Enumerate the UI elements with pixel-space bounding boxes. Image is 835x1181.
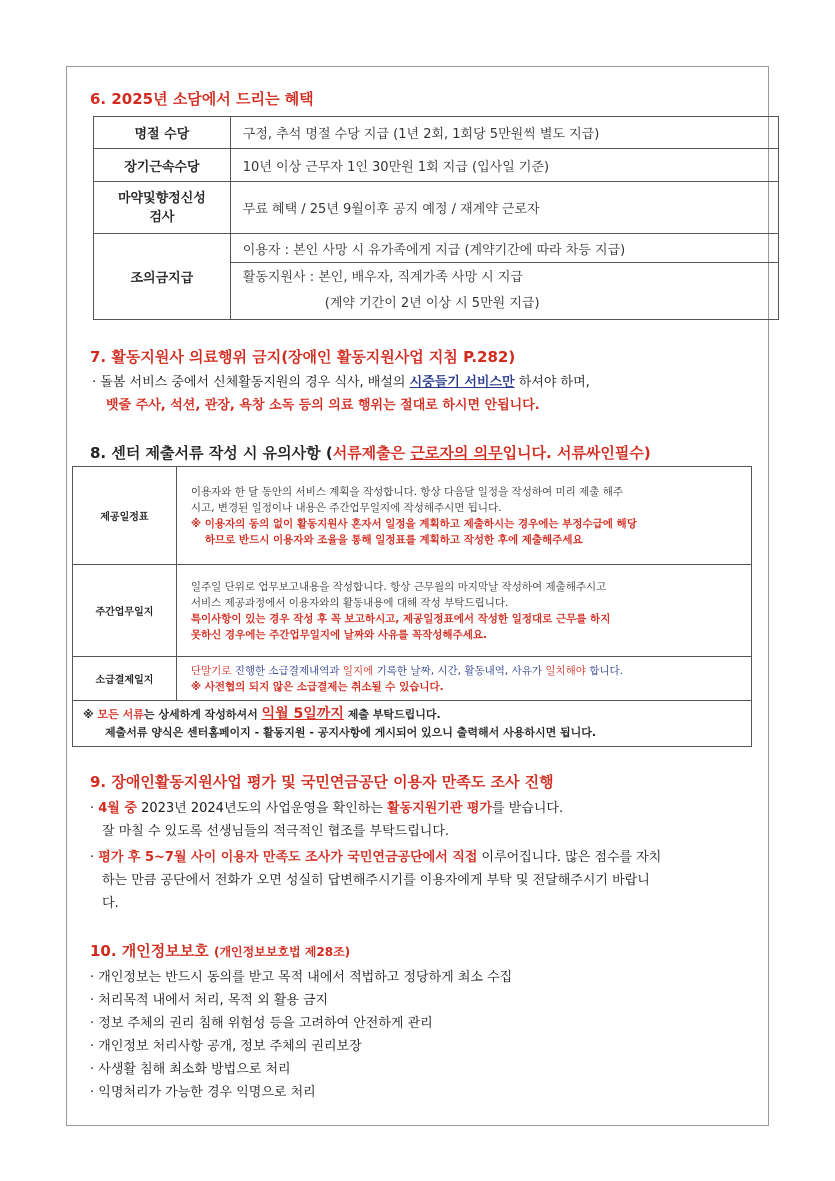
- s7-line-1: [92, 371, 590, 394]
- text-run: 진행한 소급결제내역과: [231, 664, 343, 677]
- section-6-title: 6. 2025년 소담에서 드리는 혜택: [90, 90, 314, 108]
- list-item: · 개인정보는 반드시 동의를 받고 목적 내에서 적법하고 정당하게 최소 수집: [90, 970, 513, 985]
- row-value: 무료 혜택 / 25년 9월이후 공지 예정 / 재계약 근로자: [230, 182, 778, 234]
- s7-line-2: 뱃줄 주사, 석션, 관장, 욕창 소독 등의 의료 행위는 절대로 하시면 안됩니다.: [106, 398, 540, 413]
- table-row: [94, 149, 779, 182]
- row-label-line: 마약및향정신성: [117, 190, 206, 206]
- section-9-title: 9. 장애인활동지원사업 평가 및 국민연금공단 이용자 만족도 조사 진행: [90, 773, 554, 791]
- row-value: [176, 657, 751, 701]
- privacy-list: [90, 966, 512, 1104]
- row-value: 구정, 추석 명절 수당 지급 (1년 2회, 1회당 5만원씩 별도 지급): [230, 117, 778, 149]
- list-item: · 개인정보 처리사항 공개, 정보 주체의 권리보장: [90, 1039, 362, 1054]
- text-run: ·: [90, 801, 99, 816]
- text-run: 단말기로: [190, 664, 232, 677]
- title-run: 서류제출은: [332, 444, 411, 462]
- s9-bullet-2: [90, 846, 661, 869]
- value-line: 일주일 단위로 업무보고내용을 작성합니다. 항상 근무월의 마지막날 작성하여 제출해주시고: [190, 580, 607, 593]
- note-line: [83, 705, 741, 724]
- text-run: 일치해야: [545, 664, 586, 677]
- s9-bullet-1: [90, 797, 563, 820]
- row-label: [94, 182, 231, 234]
- table-row: [94, 182, 779, 234]
- value-line: ※ 사전협의 되지 않은 소급결제는 취소될 수 있습니다.: [190, 680, 444, 693]
- text-run: 는 상세하게 작성하셔서: [143, 708, 262, 721]
- title-run: 8. 센터 제출서류 작성 시 유의사항 (: [90, 444, 333, 462]
- table-row: [94, 234, 779, 263]
- list-item: · 정보 주체의 권리 침해 위험성 등을 고려하여 안전하게 관리: [90, 1016, 433, 1031]
- text-run: · 돌봄 서비스 중에서 신체활동지원의 경우 식사, 배설의: [92, 375, 410, 390]
- row-label-line: 검사: [149, 209, 175, 225]
- section-7-title: 7. 활동지원사 의료행위 금지(장애인 활동지원사업 지침 P.282): [90, 348, 516, 366]
- text-run: 이루어집니다. 많은 점수를 자치: [477, 850, 662, 865]
- s9-bullet-2-line-3: 다.: [102, 896, 119, 911]
- table-row: [73, 701, 752, 747]
- notes-cell: [73, 701, 752, 747]
- value-line: 못하신 경우에는 주간업무일지에 날짜와 사유를 꼭작성해주세요.: [190, 628, 487, 641]
- text-run: ※: [83, 708, 98, 721]
- row-value: [176, 467, 751, 565]
- text-run: 제출 부탁드립니다.: [343, 708, 441, 721]
- value-line: 활동지원사 : 본인, 배우자, 직계가족 사망 시 지급: [242, 270, 523, 285]
- title-run: (개인정보보호법 제28조): [213, 945, 351, 959]
- value-line: [191, 663, 741, 679]
- text-run: 를 받습니다.: [492, 801, 564, 816]
- text-run: 평가 후 5~7월 사이 이용자 만족도 조사가 국민연금공단에서 직접: [98, 850, 478, 865]
- note-line: 제출서류 양식은 센터홈페이지 - 활동지원 - 공지사항에 게시되어 있으니 출력해서 사용하시면 됩니다.: [105, 726, 597, 739]
- text-run: 하셔야 하며,: [514, 375, 590, 390]
- text-run: 합니다.: [585, 664, 624, 677]
- section-8-title: [90, 442, 651, 463]
- title-run: 입니다. 서류싸인필수): [502, 444, 651, 462]
- table-row: [73, 565, 752, 657]
- text-run: 2023년 2024년도의 사업운영을 확인하는: [136, 801, 388, 816]
- text-run: 모든 서류: [97, 708, 144, 721]
- highlight-text: 시중들기 서비스만: [409, 375, 515, 390]
- s9-bullet-1-line-2: 잘 마칠 수 있도록 선생님들의 적극적인 협조를 부탁드립니다.: [102, 824, 450, 839]
- text-run: 일지에: [342, 664, 374, 677]
- text-run: ·: [90, 850, 99, 865]
- text-run: 4월 중: [98, 801, 137, 816]
- text-run: 활동지원기관 평가: [387, 801, 493, 816]
- value-line: 서비스 제공과정에서 이용자와의 활동내용에 대해 작성 부탁드립니다.: [190, 596, 509, 609]
- table-row: [73, 657, 752, 701]
- row-label: 주간업무일지: [73, 565, 177, 657]
- documents-table: [72, 466, 752, 747]
- value-line: 시고, 변경된 일정이나 내용은 주간업무일지에 작성해주시면 됩니다.: [190, 501, 502, 514]
- row-value: [176, 565, 751, 657]
- benefits-table: [93, 116, 779, 320]
- row-value: [230, 263, 778, 320]
- title-run: 근로자의 의무: [410, 444, 503, 462]
- row-label: 장기근속수당: [94, 149, 231, 182]
- row-value: 이용자 : 본인 사망 시 유가족에게 지급 (계약기간에 따라 차등 지급): [230, 234, 778, 263]
- list-item: · 처리목적 내에서 처리, 목적 외 활용 금지: [90, 993, 329, 1008]
- s9-bullet-2-line-2: 하는 만큼 공단에서 전화가 오면 성실히 답변해주시기를 이용자에게 부탁 및 전달해주시기 바랍니: [102, 873, 650, 888]
- section-10-title: [90, 940, 350, 961]
- list-item: · 사생활 침해 최소화 방법으로 처리: [90, 1062, 291, 1077]
- value-line: 이용자와 한 달 동안의 서비스 계획을 작성합니다. 항상 다음달 일정을 작성하여 미리 제출 해주: [190, 485, 624, 498]
- list-item: · 익명처리가 가능한 경우 익명으로 처리: [90, 1085, 316, 1100]
- title-run: 10. 개인정보보호: [90, 942, 214, 960]
- row-label: 제공일정표: [73, 467, 177, 565]
- value-line: 특이사항이 있는 경우 작성 후 꼭 보고하시고, 제공일정표에서 작성한 일정대로 근무를 하지: [190, 612, 611, 625]
- text-run: 익월 5일까지: [261, 706, 344, 722]
- row-label: 명절 수당: [94, 117, 231, 149]
- text-run: 기록한 날짜, 시간, 활동내역, 사유가: [373, 664, 546, 677]
- row-label: 소급결제일지: [73, 657, 177, 701]
- table-row: [94, 117, 779, 149]
- row-label: 조의금지급: [94, 234, 231, 320]
- table-row: [73, 467, 752, 565]
- value-line: ※ 이용자의 동의 없이 활동지원사 혼자서 일정을 계획하고 제출하시는 경우에는 부정수급에 해당: [190, 517, 637, 530]
- row-value: 10년 이상 근무자 1인 30만원 1회 지급 (입사일 기준): [230, 149, 778, 182]
- value-line: 하므로 반드시 이용자와 조율을 통해 일정표를 계획하고 작성한 후에 제출해주세요: [204, 533, 583, 546]
- value-line: (계약 기간이 2년 이상 시 5만원 지급): [324, 296, 540, 311]
